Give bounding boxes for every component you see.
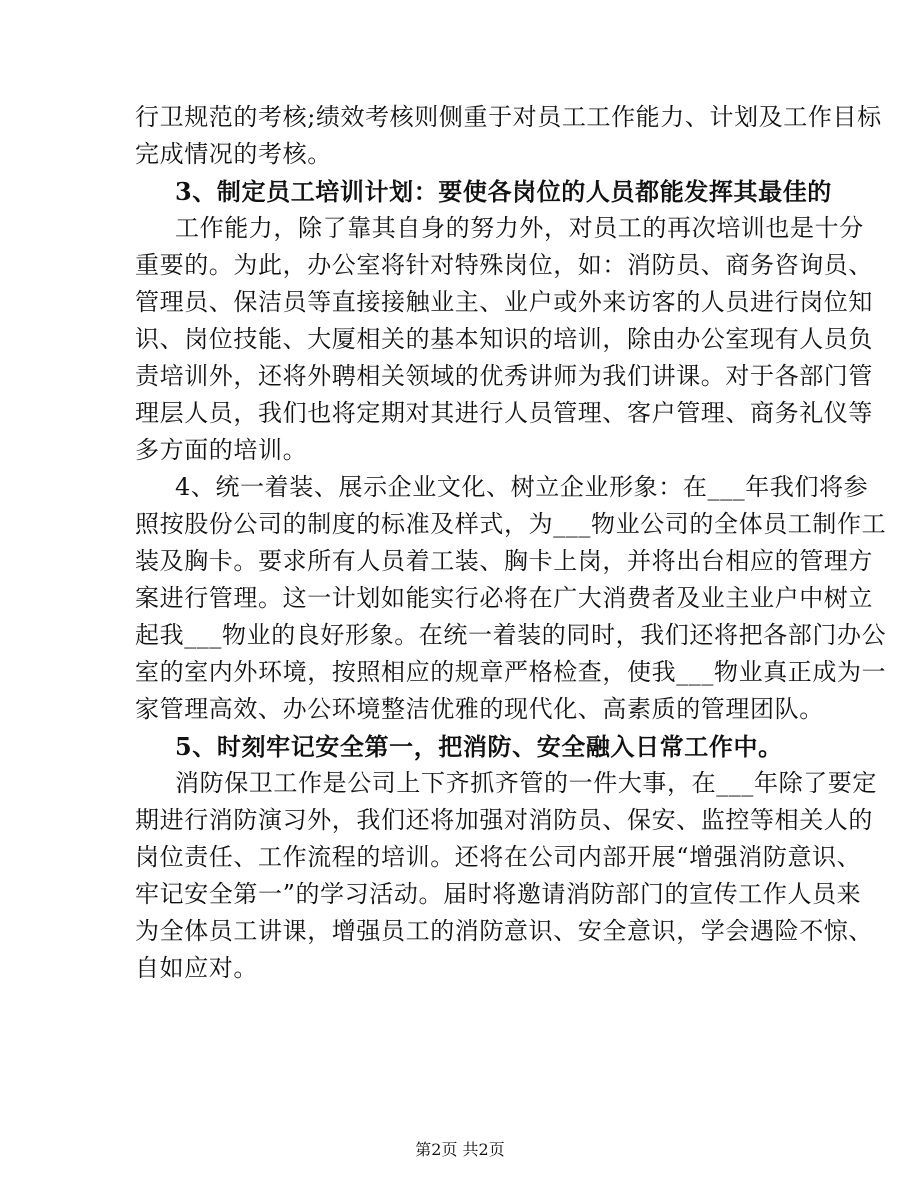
text-line: 识、岗位技能、大厦相关的基本知识的培训，除由办公室现有人员负	[135, 325, 873, 353]
text-line: 装及胸卡。要求所有人员着工装、胸卡上岗，并将出台相应的管理方	[135, 547, 873, 575]
text-line: 牢记安全第一”的学习活动。届时将邀请消防部门的宣传工作人员来	[135, 880, 862, 908]
text-line: 工作能力，除了靠其自身的努力外，对员工的再次培训也是十分	[175, 214, 864, 242]
text-line: 完成情况的考核。	[135, 140, 332, 168]
text-line: 家管理高效、办公环境整洁优雅的现代化、高素质的管理团队。	[135, 695, 824, 723]
text-line: 岗位责任、工作流程的培训。还将在公司内部开展“增强消防意识、	[135, 843, 862, 871]
text-line: 照按股份公司的制度的标准及样式，为___物业公司的全体员工制作工	[135, 510, 887, 538]
text-line: 责培训外，还将外聘相关领域的优秀讲师为我们讲课。对于各部门管	[135, 362, 873, 390]
text-line: 4、统一着装、展示企业文化、树立企业形象：在___年我们将参	[175, 473, 869, 501]
text-line: 行卫规范的考核;绩效考核则侧重于对员工工作能力、计划及工作目标	[135, 103, 882, 131]
text-line: 案进行管理。这一计划如能实行必将在广大消费者及业主业户中树立	[135, 584, 873, 612]
page-footer	[0, 1140, 920, 1160]
text-line: 理层人员，我们也将定期对其进行人员管理、客户管理、商务礼仪等	[135, 399, 873, 427]
document-body	[135, 99, 887, 987]
section-heading: 3、制定员工培训计划：要使各岗位的人员都能发挥其最佳的	[175, 177, 832, 206]
page-number: 第2页 共2页	[415, 1140, 505, 1159]
text-line: 多方面的培训。	[135, 436, 308, 464]
text-line: 自如应对。	[135, 954, 258, 982]
text-line: 为全体员工讲课，增强员工的消防意识、安全意识，学会遇险不惊、	[135, 917, 873, 945]
text-line: 管理员、保洁员等直接接触业主、业户或外来访客的人员进行岗位知	[135, 288, 873, 316]
text-line: 起我___物业的良好形象。在统一着装的同时，我们还将把各部门办公	[135, 621, 887, 649]
text-line: 期进行消防演习外，我们还将加强对消防员、保安、监控等相关人的	[135, 806, 873, 834]
section-heading: 5、时刻牢记安全第一，把消防、安全融入日常工作中。	[175, 732, 783, 761]
text-line: 重要的。为此，办公室将针对特殊岗位，如：消防员、商务咨询员、	[135, 251, 873, 279]
text-line: 室的室内外环境，按照相应的规章严格检查，使我___物业真正成为一	[135, 658, 887, 686]
text-line: 消防保卫工作是公司上下齐抓齐管的一件大事，在___年除了要定	[175, 769, 877, 797]
